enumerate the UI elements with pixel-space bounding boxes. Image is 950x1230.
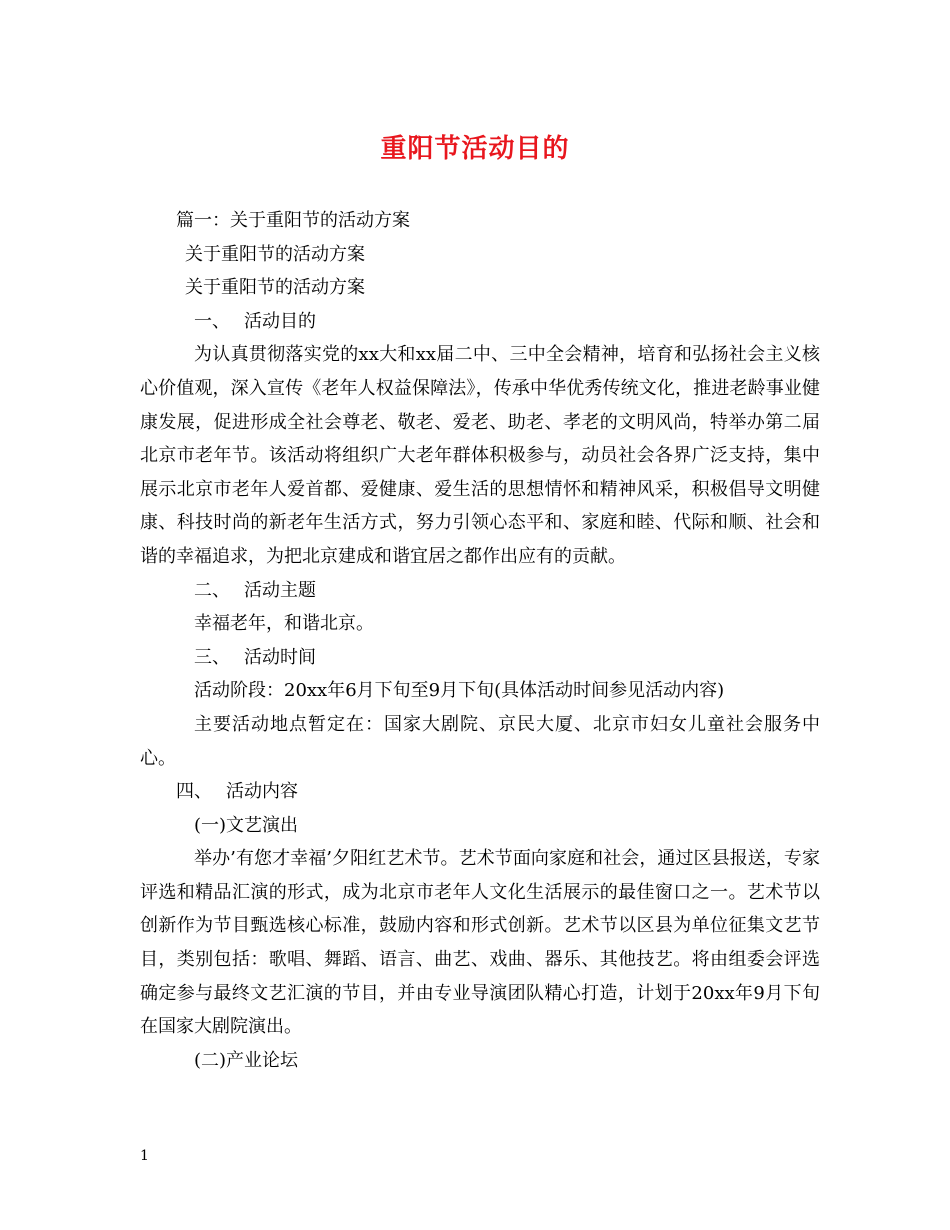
paragraph-stage: 活动阶段：20xx年6月下旬至9月下旬(具体活动时间参见活动内容)	[194, 680, 725, 702]
heading-text: 活动主题	[244, 579, 316, 601]
heading-theme	[140, 574, 820, 608]
heading-text: 活动时间	[244, 646, 316, 668]
paragraph-purpose: 为认真贯彻落实党的xx大和xx届二中、三中全会精神，培育和弘扬社会主义核心价值观，深入宣传《老年人权益保障法》，传承中华优秀传统文化，推进老龄事业健康发展，促进形成全社会尊老、敬老、爱老、助老、孝老的文明风尚，特举办第二届北京市老年节。该活动将组织广大老年群体积极参与，动员社会各界广泛支持，集中展示北京市老年人爱首都、爱健康、爱生活的思想情怀和精神风采，积极倡导文明健康、科技时尚的新老年生活方式，努力引领心态平和、家庭和睦、代际和顺、社会和谐的幸福追求，为把北京建成和谐宜居之都作出应有的贡献。	[140, 344, 820, 567]
paragraph-theme: 幸福老年，和谐北京。	[194, 613, 374, 635]
document-body	[140, 204, 820, 1077]
heading-text: 活动目的	[244, 310, 316, 332]
heading-number: 四、	[176, 781, 212, 803]
heading-number: 二、	[194, 579, 230, 601]
paragraph-venue: 主要活动地点暂定在：国家大剧院、京民大厦、北京市妇女儿童社会服务中心。	[140, 713, 820, 769]
heading-content	[140, 775, 820, 809]
heading-purpose	[140, 305, 820, 339]
subtitle-line: 关于重阳节的活动方案	[185, 243, 365, 265]
heading-text: 活动内容	[226, 781, 298, 803]
section-heading-article: 篇一：关于重阳节的活动方案	[176, 210, 410, 231]
subtitle-line: 关于重阳节的活动方案	[185, 277, 365, 299]
paragraph-performance: 举办’有您才幸福’夕阳红艺术节。艺术节面向家庭和社会，通过区县报送，专家评选和精品汇演的形式，成为北京市老年人文化生活展示的最佳窗口之一。艺术节以创新作为节目甄选核心标准，鼓励内容和形式创新。艺术节以区县为单位征集文艺节目，类别包括：歌唱、舞蹈、语言、曲艺、戏曲、器乐、其他技艺。将由组委会评选确定参与最终文艺汇演的节目，并由专业导演团队精心打造，计划于20xx年9月下旬在国家大剧院演出。	[140, 848, 820, 1038]
heading-number: 一、	[194, 310, 230, 332]
heading-number: 三、	[194, 646, 230, 668]
subheading-forum: (二)产业论坛	[194, 1049, 299, 1071]
subheading-performance: (一)文艺演出	[194, 814, 299, 836]
page-number: 1	[140, 1148, 149, 1164]
document-title: 重阳节活动目的	[380, 134, 570, 164]
heading-time	[140, 641, 820, 675]
